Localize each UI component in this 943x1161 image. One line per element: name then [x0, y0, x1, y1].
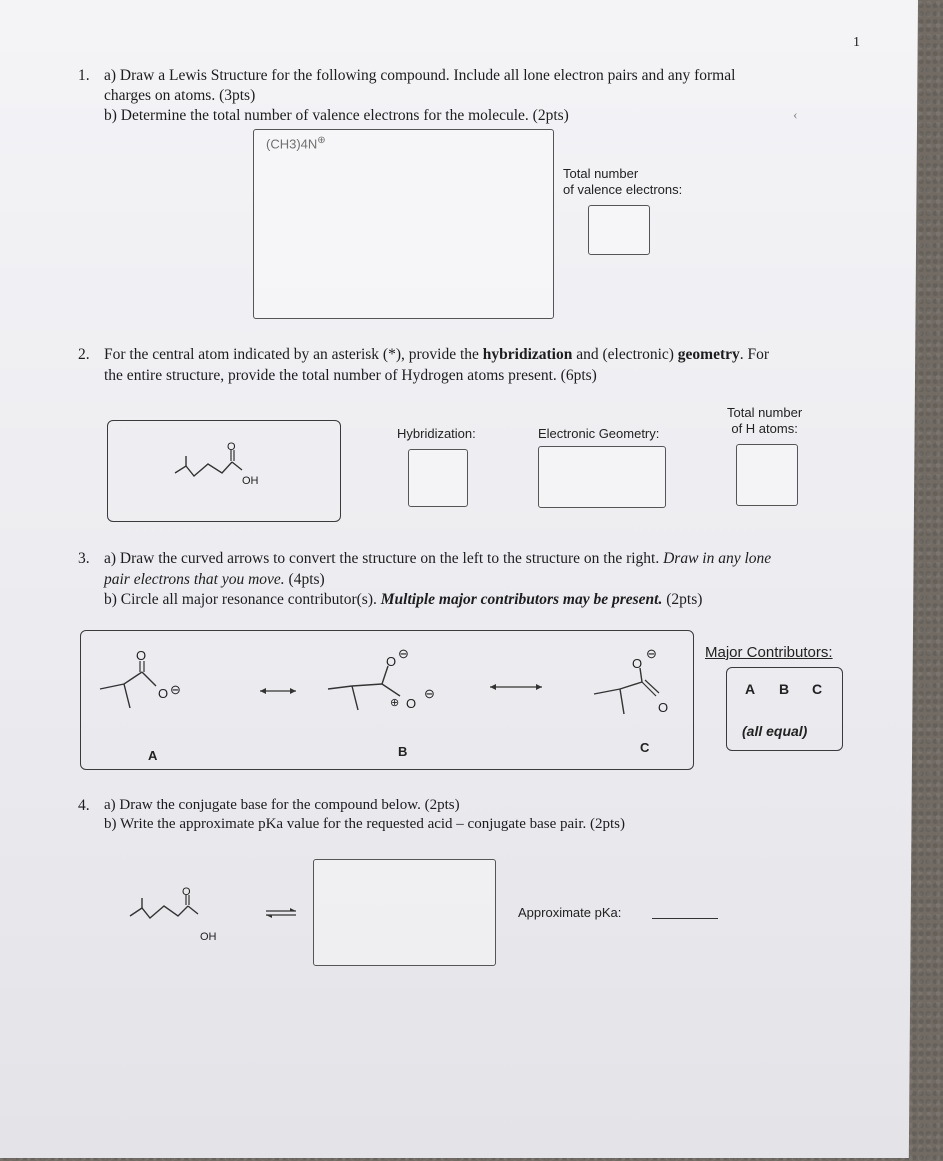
q1-number: 1. [78, 67, 90, 84]
q3-line-b-pre: b) Circle all major resonance contributor(s). [104, 591, 381, 608]
q4-line-a: a) Draw the conjugate base for the compound below. (2pts) [104, 797, 460, 813]
b-atom-o-side: O [406, 696, 417, 711]
q1-formula-charge: ⊕ [317, 135, 326, 146]
option-all-equal[interactable]: (all equal) [742, 723, 808, 739]
q1-valence-label [563, 166, 682, 198]
q4-pka-answer-line[interactable] [652, 918, 718, 919]
c-atom-o-side: O [658, 700, 669, 715]
q2-hybridization-label: Hybridization: [397, 426, 476, 441]
structure-c [594, 646, 668, 715]
q1-valence-label-2: of valence electrons: [563, 182, 683, 197]
q2-oh-bond [232, 462, 242, 470]
major-contributors-title: Major Contributors: [705, 644, 833, 661]
c-atom-o-top: O [632, 656, 643, 671]
q3-line-b-post: (2pts) [662, 591, 703, 608]
q2-atom-o: O [227, 441, 236, 453]
q2-line-1 [104, 345, 769, 364]
q2-geometry-answer-box[interactable] [538, 446, 666, 508]
q1-line-b: b) Determine the total number of valence electrons for the molecule. (2pts) [104, 107, 569, 124]
q4-conjugate-base-box[interactable] [313, 859, 496, 966]
q3-line-b-ital: Multiple major contributors may be present. [380, 591, 663, 608]
q2-atom-oh: OH [242, 475, 259, 487]
q2-molecule-bonds [175, 462, 232, 476]
q4-oh-bond [188, 906, 198, 914]
q3-line-a2 [104, 570, 325, 589]
q3-line-a1-ital: Draw in any lone [663, 550, 772, 567]
q2-h-label [727, 405, 802, 437]
label-a: A [148, 748, 158, 763]
q2-line1-bold-geometry: geometry [677, 346, 740, 363]
q1-formula-text: (CH3)4N [266, 136, 318, 152]
q4-equilibrium-arrow [266, 908, 296, 918]
q2-line1-bold-hybridization: hybridization [482, 346, 573, 363]
q4-pka-label: Approximate pKa: [518, 905, 622, 920]
b-plus: ⊕ [390, 697, 400, 709]
b-minus-top: ⊖ [398, 646, 409, 661]
q2-line1-mid: and (electronic) [572, 346, 678, 363]
q2-line1-post: . For [739, 346, 770, 363]
a-minus: ⊖ [170, 682, 181, 697]
q2-hybridization-answer-box[interactable] [408, 449, 468, 507]
q4-number: 4. [78, 797, 90, 814]
q2-h-atoms-answer-box[interactable] [736, 444, 798, 506]
q2-molecule [170, 440, 280, 500]
q1-valence-answer-box[interactable] [588, 205, 650, 255]
q3-line-a1-pre: a) Draw the curved arrows to convert the structure on the left to the structure on the right. [104, 550, 664, 567]
b-atom-o-top: O [386, 654, 397, 669]
c-minus: ⊖ [646, 646, 657, 661]
q4-line-b: b) Write the approximate pKa value for the requested acid – conjugate base pair. (2pts) [104, 816, 626, 832]
page-number: 1 [853, 35, 860, 50]
q2-h-label-2: of H atoms: [731, 421, 798, 436]
q3-line-b [104, 590, 702, 609]
q2-number: 2. [78, 346, 90, 363]
option-b[interactable]: B [779, 681, 790, 697]
q3-line-a2-ital: pair electrons that you move. [104, 571, 285, 588]
q4-molecule [126, 886, 316, 946]
q3-number: 3. [78, 550, 90, 567]
q4-molecule-bonds [130, 906, 188, 918]
q1-line-a1: a) Draw a Lewis Structure for the following compound. Include all lone electron pairs and any formal [104, 67, 736, 84]
q1-valence-label-1: Total number [563, 166, 639, 181]
a-atom-o-top: O [136, 648, 147, 663]
q3-resonance-structures [84, 634, 689, 766]
option-a[interactable]: A [745, 681, 756, 697]
structure-b [328, 646, 435, 711]
q2-h-label-1: Total number [727, 405, 803, 420]
label-c: C [640, 740, 650, 755]
b-minus-side: ⊖ [424, 686, 435, 701]
structure-a [100, 648, 181, 708]
q1-line-a2: charges on atoms. (3pts) [104, 87, 256, 104]
q3-line-a2-post: (4pts) [284, 571, 325, 588]
label-b: B [398, 744, 408, 759]
q4-atom-oh: OH [200, 931, 217, 943]
resonance-arrow-1 [260, 688, 296, 694]
q2-line1-pre: For the central atom indicated by an asterisk (*), provide the [104, 346, 483, 363]
option-c[interactable]: C [812, 681, 823, 697]
q4-atom-o: O [182, 886, 191, 898]
stray-mark: ‹ [793, 108, 798, 123]
q3-line-a1 [104, 549, 771, 568]
q2-line-2: the entire structure, provide the total number of Hydrogen atoms present. (6pts) [104, 367, 597, 384]
q1-lewis-structure-box[interactable] [253, 129, 554, 319]
resonance-arrow-2 [490, 684, 542, 690]
q2-geometry-label: Electronic Geometry: [538, 426, 660, 441]
a-atom-o-side: O [158, 686, 169, 701]
